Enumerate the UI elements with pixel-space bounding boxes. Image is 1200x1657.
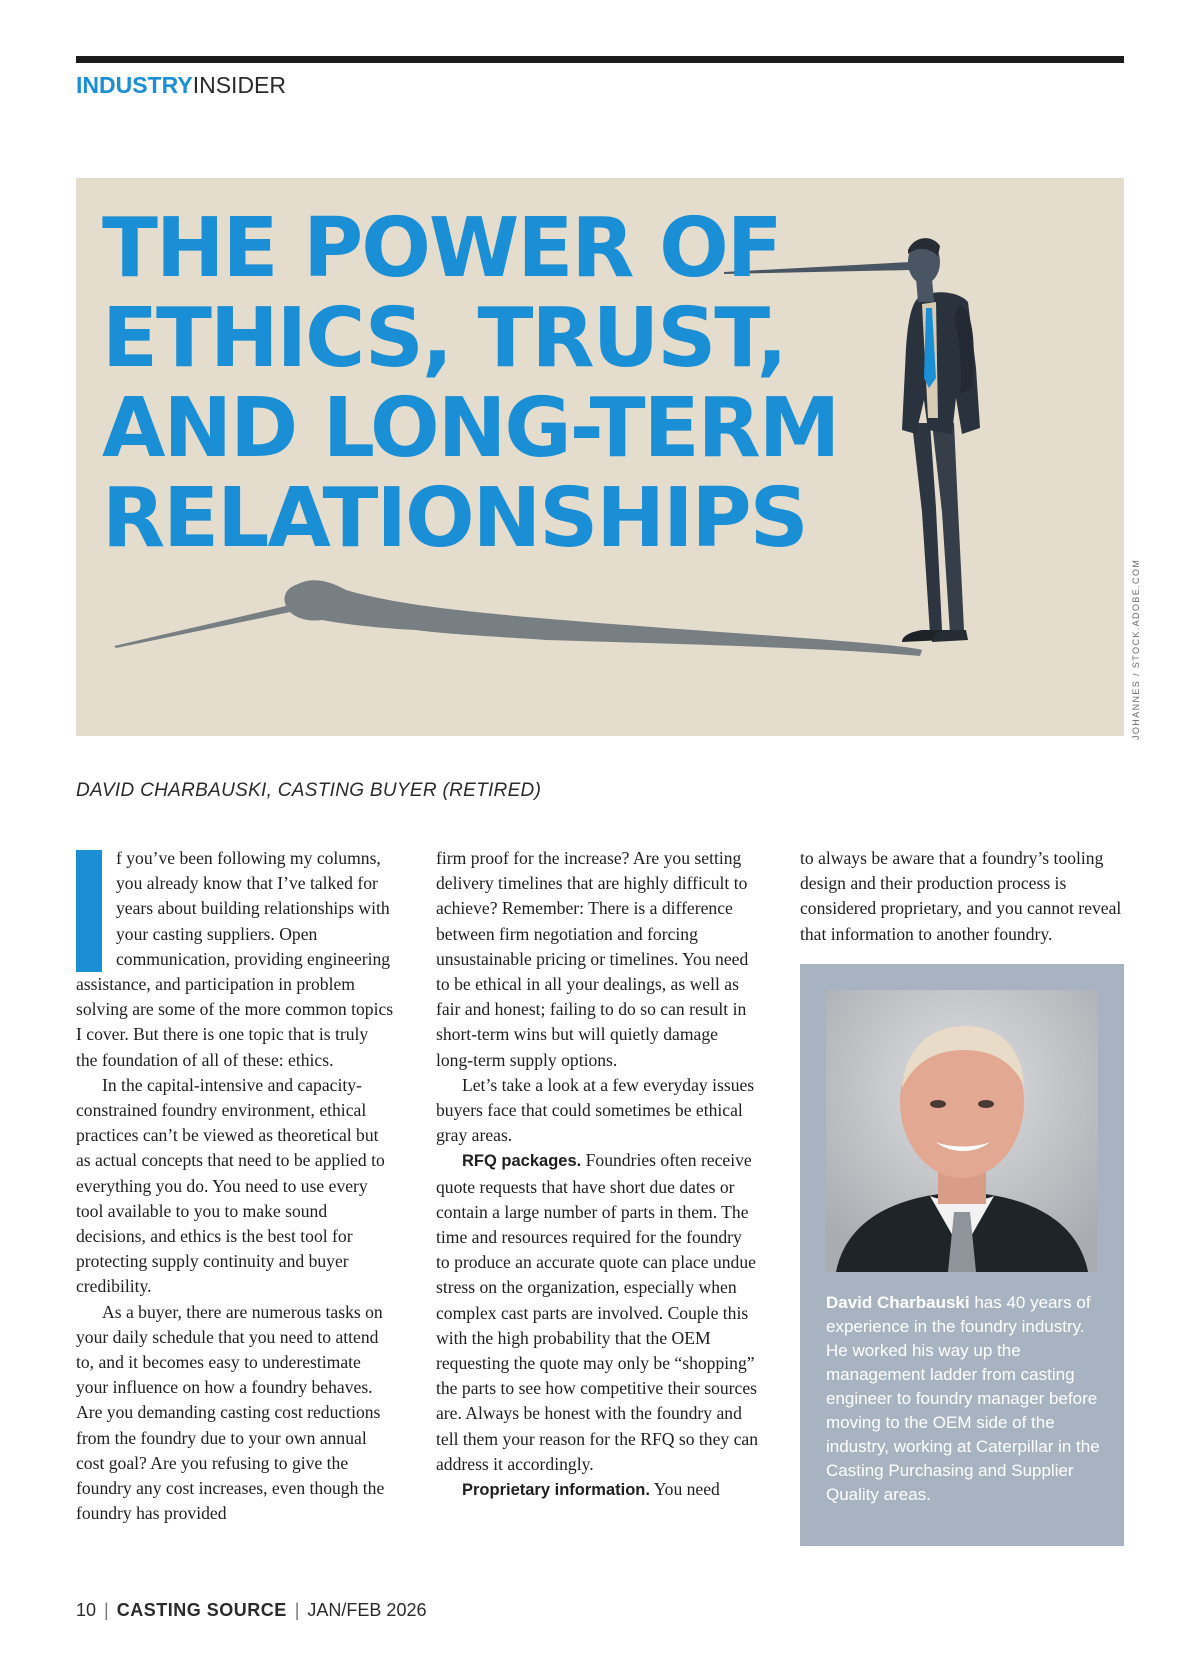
issue-date: JAN/FEB 2026 — [307, 1600, 427, 1620]
author-photo — [826, 990, 1098, 1272]
author-bio-box — [800, 964, 1124, 1546]
section-label-bold: INDUSTRY — [76, 72, 193, 98]
paragraph: In the capital-intensive and capacity-constrained foundry environment, ethical practices can’t be viewed as theoretical but as actual concepts that need to be applied to everything you do. You need to use every tool available to you to make sound decisions, and ethics is the best tool for protecting supply continuity and buyer credibility. — [76, 1074, 385, 1297]
byline: DAVID CHARBAUSKI, CASTING BUYER (RETIRED) — [76, 780, 542, 801]
paragraph-body: Foundries often receive quote requests that have short due dates or contain a large number of parts in them. The time and resources required for the foundry to produce an accurate quote can place undue stress on the organization, especially when complex cast parts are involved. Couple this with the high probability that the OEM requesting the quote may only be “shopping” the parts to see how competitive their sources are. Always be honest with the foundry and tell them your reason for the RFQ so they can address it accordingly. — [436, 1150, 758, 1474]
title-line: RELATIONSHIPS — [102, 471, 807, 566]
title-line: AND LONG-TERM — [102, 381, 839, 476]
page-footer — [76, 1600, 426, 1621]
paragraph — [436, 1148, 758, 1477]
title-line: ETHICS, TRUST, — [102, 291, 786, 386]
page-number: 10 — [76, 1600, 97, 1620]
author-name: David Charbauski — [826, 1293, 970, 1312]
article-column-2 — [436, 846, 758, 1503]
footer-separator: | — [294, 1600, 300, 1620]
run-in-heading: Proprietary information. — [462, 1481, 650, 1500]
paragraph — [436, 1477, 758, 1503]
paragraph-body: You need — [649, 1479, 720, 1500]
photo-credit — [1131, 558, 1143, 740]
paragraph: f you’ve been following my columns, you already know that I’ve talked for years about building relationships with your casting suppliers. Open communication, providing engineering assistance, and participation in problem solving are some of the more common topics I cover. But there is one topic that is truly the foundation of all of these: ethics. — [76, 848, 394, 1070]
paragraph: As a buyer, there are numerous tasks on your daily schedule that you need to attend to, and it becomes easy to underestimate your influence on how a foundry behaves. Are you demanding casting cost reductions from the foundry due to your own annual cost goal? Are you refusing to give the foundry any cost increases, even though the foundry has provided — [76, 1301, 385, 1524]
paragraph: firm proof for the increase? Are you setting delivery timelines that are highly difficult to achieve? Remember: There is a difference between firm negotiation and forcing unsustainable pricing or timelines. You need to be ethical in all your dealings, as well as fair and honest; failing to do so can result in short-term wins but will quietly damage long-term supply options. — [436, 848, 749, 1070]
paragraph: Let’s take a look at a few everyday issues buyers face that could sometimes be ethical gray areas. — [436, 1074, 755, 1146]
article-column-3 — [800, 846, 1124, 947]
author-bio — [826, 1291, 1100, 1507]
publication-name: CASTING SOURCE — [116, 1600, 287, 1620]
photo-credit-text: JOHANNES / STOCK.ADOBE.COM — [1131, 558, 1141, 740]
article-title — [102, 201, 839, 566]
top-rule — [76, 56, 1124, 63]
footer-separator: | — [104, 1600, 109, 1620]
author-bio-text: has 40 years of experience in the foundry industry. He worked his way up the management ladder from casting engineer to foundry manager before moving to the OEM side of the industry, working at Caterpillar in the Casting Purchasing and Supplier Quality areas. — [826, 1293, 1100, 1504]
hero-illustration — [76, 178, 1124, 736]
run-in-heading: RFQ packages. — [462, 1152, 582, 1171]
drop-cap-block — [76, 850, 102, 972]
section-label-light: INSIDER — [192, 72, 287, 98]
title-line: THE POWER OF — [102, 201, 781, 296]
paragraph: to always be aware that a foundry’s tooling design and their production process is considered proprietary, and you cannot reveal that information to another foundry. — [800, 848, 1122, 944]
section-label — [76, 72, 286, 99]
article-column-1 — [76, 846, 394, 1526]
